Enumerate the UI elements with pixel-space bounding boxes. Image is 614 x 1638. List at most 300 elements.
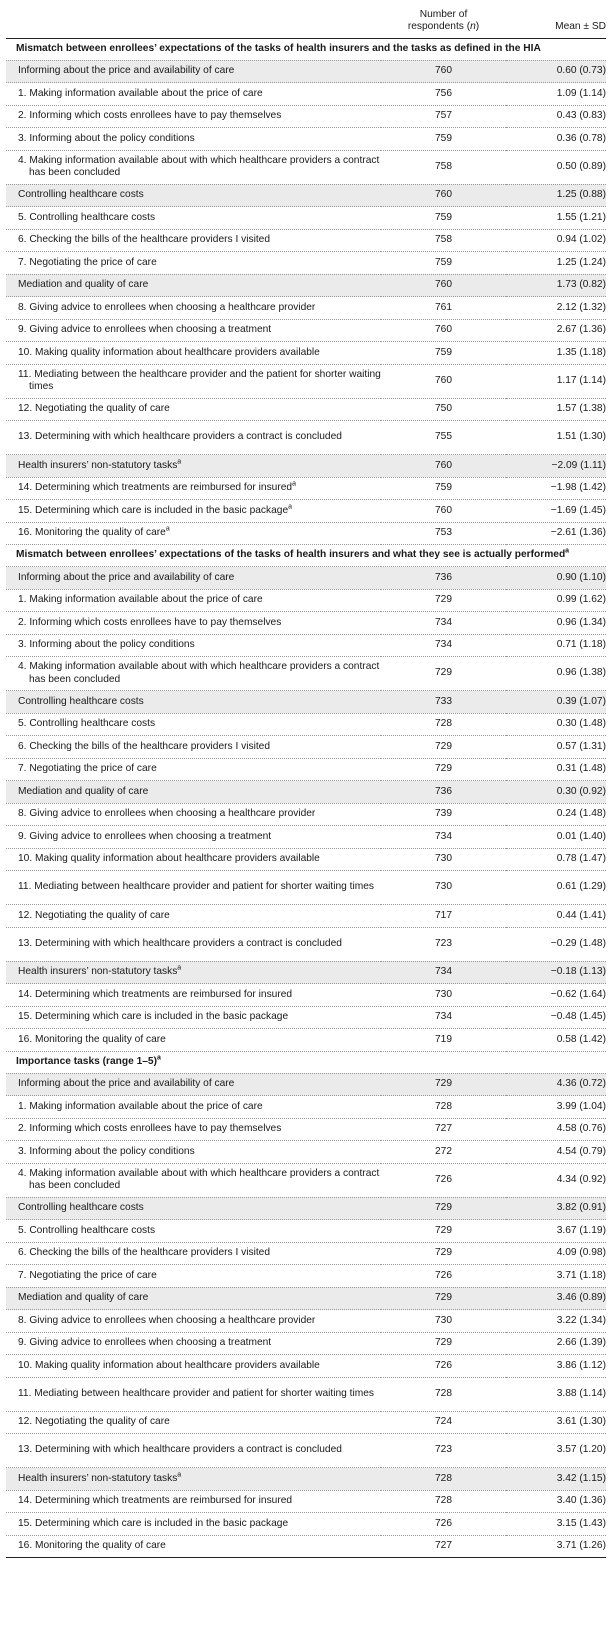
row-label-text bbox=[18, 1247, 270, 1258]
table-row bbox=[6, 1242, 606, 1265]
row-label bbox=[6, 871, 381, 905]
respondents-count: 717 bbox=[381, 905, 506, 928]
respondents-count: 729 bbox=[381, 1197, 506, 1220]
row-label bbox=[6, 1118, 381, 1141]
mean-sd-value: 3.67 (1.19) bbox=[506, 1220, 606, 1243]
row-label-value: 9. Giving advice to enrollees when choosing a treatment bbox=[18, 324, 272, 335]
row-label-text bbox=[18, 369, 381, 394]
mean-sd-value: 3.42 (1.15) bbox=[506, 1468, 606, 1491]
table-container bbox=[6, 0, 606, 1558]
row-label-value: 7. Negotiating the price of care bbox=[18, 256, 157, 268]
row-label bbox=[6, 691, 381, 714]
row-label bbox=[6, 252, 381, 275]
row-label-value: 1. Making information available about the price of care bbox=[18, 594, 263, 605]
row-label bbox=[6, 105, 381, 128]
table-row bbox=[6, 1377, 606, 1411]
row-label-text bbox=[18, 1146, 195, 1157]
row-label bbox=[6, 713, 381, 736]
row-label-text bbox=[18, 718, 155, 729]
row-label-value: 4. Making information available about with which healthcare providers a contract has been concluded bbox=[18, 1167, 380, 1191]
row-label bbox=[6, 319, 381, 342]
mean-sd-value: 3.71 (1.18) bbox=[506, 1265, 606, 1288]
row-label-value: 4. Making information available about with which healthcare providers a contract has been concluded bbox=[18, 154, 380, 178]
table-row bbox=[6, 1513, 606, 1536]
row-label-value: Controlling healthcare costs bbox=[18, 695, 144, 707]
row-label-value: 16. Monitoring the quality of care bbox=[18, 1033, 166, 1045]
table-row bbox=[6, 589, 606, 612]
table-row bbox=[6, 500, 606, 523]
footnote-marker: a bbox=[565, 547, 570, 555]
respondents-count: 760 bbox=[381, 60, 506, 83]
respondents-count: 734 bbox=[381, 826, 506, 849]
row-label-value: 8. Giving advice to enrollees when choosing a healthcare provider bbox=[18, 1314, 316, 1326]
respondents-count: 728 bbox=[381, 1468, 506, 1491]
mean-sd-value: 3.22 (1.34) bbox=[506, 1310, 606, 1333]
table-row bbox=[6, 83, 606, 106]
row-label-text bbox=[18, 1101, 263, 1112]
header-label-column bbox=[6, 6, 381, 38]
footnote-marker: a bbox=[165, 525, 170, 533]
respondents-count: 724 bbox=[381, 1411, 506, 1434]
section-title-text: Importance tasks (range 1–5) bbox=[16, 1055, 157, 1067]
mean-sd-value: 4.54 (0.79) bbox=[506, 1141, 606, 1164]
table-row bbox=[6, 477, 606, 500]
header-respondents-line2a: respondents ( bbox=[407, 21, 471, 32]
row-label-value: 10. Making quality information about healthcare providers available bbox=[18, 346, 320, 358]
row-label-text bbox=[18, 989, 292, 1000]
row-label bbox=[6, 1310, 381, 1333]
row-label-text bbox=[18, 1518, 288, 1529]
table-row bbox=[6, 1411, 606, 1434]
row-label-value: 14. Determining which treatments are reimbursed for insured bbox=[18, 482, 293, 493]
row-label bbox=[6, 736, 381, 759]
row-label-text bbox=[18, 1123, 281, 1134]
row-label-text bbox=[18, 527, 170, 538]
mean-sd-value: 3.82 (0.91) bbox=[506, 1197, 606, 1220]
mean-sd-value: 0.24 (1.48) bbox=[506, 803, 606, 826]
row-label bbox=[6, 905, 381, 928]
row-label bbox=[6, 803, 381, 826]
row-label-text bbox=[18, 1540, 166, 1551]
header-respondents-line2b: ) bbox=[475, 21, 480, 32]
mean-sd-value: 0.90 (1.10) bbox=[506, 567, 606, 590]
respondents-count: 729 bbox=[381, 589, 506, 612]
mean-sd-value: 0.99 (1.62) bbox=[506, 589, 606, 612]
respondents-count: 757 bbox=[381, 105, 506, 128]
row-label-text bbox=[18, 661, 381, 686]
row-label bbox=[6, 477, 381, 500]
mean-sd-value: 1.17 (1.14) bbox=[506, 364, 606, 398]
mean-sd-value: 1.09 (1.14) bbox=[506, 83, 606, 106]
header-respondents-line1: Number of bbox=[419, 8, 468, 20]
respondents-count: 728 bbox=[381, 1377, 506, 1411]
respondents-count: 733 bbox=[381, 691, 506, 714]
mean-sd-value: 0.44 (1.41) bbox=[506, 905, 606, 928]
mean-sd-value: 0.31 (1.48) bbox=[506, 758, 606, 781]
row-label bbox=[6, 1006, 381, 1029]
row-label-value: Informing about the price and availability of care bbox=[18, 571, 235, 583]
row-label-text bbox=[18, 1315, 315, 1326]
table-row bbox=[6, 1029, 606, 1052]
row-label-text bbox=[18, 302, 315, 313]
row-label bbox=[6, 297, 381, 320]
footnote-marker: a bbox=[292, 480, 296, 488]
row-label-value: Controlling healthcare costs bbox=[18, 1202, 144, 1213]
row-label-text bbox=[18, 808, 315, 819]
row-label-value: Health insurers’ non-statutory tasks bbox=[18, 1472, 178, 1484]
respondents-count: 728 bbox=[381, 713, 506, 736]
row-label-text bbox=[18, 1034, 166, 1045]
respondents-count: 736 bbox=[381, 781, 506, 804]
footnote-marker: a bbox=[177, 1471, 182, 1479]
row-label bbox=[6, 1265, 381, 1288]
mean-sd-value: 4.36 (0.72) bbox=[506, 1073, 606, 1096]
row-label-value: 7. Negotiating the price of care bbox=[18, 763, 157, 774]
row-label-text bbox=[18, 617, 281, 628]
respondents-count: 726 bbox=[381, 1163, 506, 1197]
respondents-count: 728 bbox=[381, 1490, 506, 1513]
row-label bbox=[6, 60, 381, 83]
row-label-text bbox=[18, 1444, 381, 1457]
respondents-count: 730 bbox=[381, 848, 506, 871]
row-label-value: 11. Mediating between healthcare provider and patient for shorter waiting times bbox=[18, 881, 375, 893]
respondents-count: 719 bbox=[381, 1029, 506, 1052]
header-respondents-n: n bbox=[470, 21, 476, 32]
table-row bbox=[6, 1163, 606, 1197]
row-label-text bbox=[18, 572, 234, 583]
table-row bbox=[6, 364, 606, 398]
respondents-count: 753 bbox=[381, 522, 506, 545]
respondents-count: 736 bbox=[381, 567, 506, 590]
mean-sd-value: 1.73 (0.82) bbox=[506, 274, 606, 297]
row-label-value: 8. Giving advice to enrollees when choosing a healthcare provider bbox=[18, 808, 316, 819]
mean-sd-value: 1.57 (1.38) bbox=[506, 398, 606, 421]
table-row bbox=[6, 826, 606, 849]
mean-sd-value: 4.58 (0.76) bbox=[506, 1118, 606, 1141]
row-label-text bbox=[18, 1078, 234, 1089]
section-title-text: Mismatch between enrollees’ expectations of the tasks of health insurers and the tasks as defined in the HIA bbox=[16, 42, 541, 54]
mean-sd-value: 3.71 (1.26) bbox=[506, 1535, 606, 1558]
respondents-count: 760 bbox=[381, 274, 506, 297]
row-label-text bbox=[18, 234, 270, 245]
row-label-text bbox=[18, 741, 270, 752]
row-label-text bbox=[18, 1473, 181, 1484]
row-label-value: Informing about the price and availability of care bbox=[18, 65, 235, 76]
table-row bbox=[6, 871, 606, 905]
respondents-count: 759 bbox=[381, 128, 506, 151]
row-label bbox=[6, 1163, 381, 1197]
group-row bbox=[6, 184, 606, 207]
mean-sd-value: 0.57 (1.31) bbox=[506, 736, 606, 759]
respondents-count: 760 bbox=[381, 319, 506, 342]
row-label bbox=[6, 1197, 381, 1220]
mean-sd-value: −0.29 (1.48) bbox=[506, 927, 606, 961]
mean-sd-value: 0.61 (1.29) bbox=[506, 871, 606, 905]
row-label bbox=[6, 567, 381, 590]
row-label-value: Controlling healthcare costs bbox=[18, 189, 144, 200]
row-label-value: 14. Determining which treatments are reimbursed for insured bbox=[18, 988, 293, 1000]
row-label-text bbox=[18, 88, 263, 99]
row-label-text bbox=[18, 324, 271, 335]
row-label-value: 15. Determining which care is included in the basic package bbox=[18, 504, 289, 516]
row-label-value: 10. Making quality information about healthcare providers available bbox=[18, 853, 320, 864]
row-label-text bbox=[18, 853, 320, 864]
respondents-count: 726 bbox=[381, 1355, 506, 1378]
table-row bbox=[6, 1220, 606, 1243]
row-label-text bbox=[18, 460, 181, 471]
mean-sd-value: 1.55 (1.21) bbox=[506, 207, 606, 230]
respondents-count: 730 bbox=[381, 871, 506, 905]
mean-sd-value: 3.46 (0.89) bbox=[506, 1287, 606, 1310]
mean-sd-value: 2.66 (1.39) bbox=[506, 1332, 606, 1355]
table-header bbox=[6, 6, 606, 38]
row-label-value: 7. Negotiating the price of care bbox=[18, 1269, 157, 1281]
table-row bbox=[6, 1535, 606, 1558]
row-label-value: 12. Negotiating the quality of care bbox=[18, 1416, 170, 1427]
row-label bbox=[6, 1490, 381, 1513]
row-label-value: 1. Making information available about the price of care bbox=[18, 87, 263, 99]
group-row bbox=[6, 455, 606, 478]
row-label-text bbox=[18, 1225, 155, 1236]
row-label bbox=[6, 1332, 381, 1355]
row-label bbox=[6, 1029, 381, 1052]
table-row bbox=[6, 1096, 606, 1119]
row-label-value: Mediation and quality of care bbox=[18, 279, 149, 290]
row-label bbox=[6, 589, 381, 612]
row-label-text bbox=[18, 110, 281, 121]
row-label bbox=[6, 758, 381, 781]
row-label bbox=[6, 455, 381, 478]
row-label bbox=[6, 1141, 381, 1164]
section-title bbox=[6, 1051, 606, 1073]
row-label bbox=[6, 781, 381, 804]
respondents-count: 728 bbox=[381, 1096, 506, 1119]
row-label-value: 13. Determining with which healthcare providers a contract is concluded bbox=[18, 431, 342, 443]
respondents-count: 760 bbox=[381, 364, 506, 398]
respondents-count: 759 bbox=[381, 477, 506, 500]
table-row bbox=[6, 1118, 606, 1141]
row-label bbox=[6, 1355, 381, 1378]
footnote-marker: a bbox=[288, 503, 293, 511]
mean-sd-value: −2.61 (1.36) bbox=[506, 522, 606, 545]
section-title bbox=[6, 545, 606, 567]
row-label bbox=[6, 612, 381, 635]
respondents-count: 759 bbox=[381, 342, 506, 365]
row-label-value: Health insurers’ non-statutory tasks bbox=[18, 966, 178, 977]
mean-sd-value: 0.43 (0.83) bbox=[506, 105, 606, 128]
row-label-value: 4. Making information available about with which healthcare providers a contract has been concluded bbox=[18, 661, 380, 685]
table-row bbox=[6, 713, 606, 736]
respondents-count: 723 bbox=[381, 927, 506, 961]
row-label-value: 9. Giving advice to enrollees when choosing a treatment bbox=[18, 830, 272, 842]
row-label bbox=[6, 421, 381, 455]
row-label-value: 10. Making quality information about healthcare providers available bbox=[18, 1359, 320, 1371]
row-label-text bbox=[18, 910, 170, 921]
respondents-count: 729 bbox=[381, 736, 506, 759]
row-label-text bbox=[18, 403, 170, 414]
row-label bbox=[6, 1220, 381, 1243]
row-label bbox=[6, 1468, 381, 1491]
respondents-count: 759 bbox=[381, 207, 506, 230]
mean-sd-value: 3.61 (1.30) bbox=[506, 1411, 606, 1434]
footnote-marker: a bbox=[177, 964, 182, 972]
respondents-count: 760 bbox=[381, 500, 506, 523]
mean-sd-value: 0.36 (0.78) bbox=[506, 128, 606, 151]
row-label-value: 16. Monitoring the quality of care bbox=[18, 1540, 166, 1551]
row-label-value: 2. Informing which costs enrollees have to pay themselves bbox=[18, 1123, 282, 1134]
mean-sd-value: 0.39 (1.07) bbox=[506, 691, 606, 714]
respondents-count: 739 bbox=[381, 803, 506, 826]
respondents-count: 758 bbox=[381, 229, 506, 252]
row-label-text bbox=[18, 1011, 288, 1022]
respondents-count: 726 bbox=[381, 1513, 506, 1536]
row-label-value: 12. Negotiating the quality of care bbox=[18, 403, 170, 414]
row-label bbox=[6, 522, 381, 545]
row-label bbox=[6, 128, 381, 151]
mean-sd-value: 1.25 (1.24) bbox=[506, 252, 606, 275]
respondents-count: 760 bbox=[381, 184, 506, 207]
row-label-text bbox=[18, 938, 381, 951]
table-row bbox=[6, 229, 606, 252]
row-label-value: 3. Informing about the policy conditions bbox=[18, 639, 195, 650]
mean-sd-value: 0.01 (1.40) bbox=[506, 826, 606, 849]
row-label-text bbox=[18, 1495, 292, 1506]
row-label-text bbox=[18, 1388, 381, 1401]
row-label bbox=[6, 364, 381, 398]
row-label-value: 6. Checking the bills of the healthcare providers I visited bbox=[18, 740, 270, 752]
respondents-count: 756 bbox=[381, 83, 506, 106]
row-label bbox=[6, 184, 381, 207]
group-row bbox=[6, 1287, 606, 1310]
table-row bbox=[6, 1490, 606, 1513]
mean-sd-value: 1.51 (1.30) bbox=[506, 421, 606, 455]
row-label-text bbox=[18, 1337, 271, 1348]
row-label bbox=[6, 1242, 381, 1265]
table-row bbox=[6, 848, 606, 871]
respondents-count: 734 bbox=[381, 1006, 506, 1029]
respondents-count: 759 bbox=[381, 252, 506, 275]
mean-sd-value: 0.94 (1.02) bbox=[506, 229, 606, 252]
table-row bbox=[6, 984, 606, 1007]
header-respondents bbox=[381, 6, 506, 38]
respondents-count: 755 bbox=[381, 421, 506, 455]
row-label-value: 9. Giving advice to enrollees when choosing a treatment bbox=[18, 1337, 272, 1348]
row-label-value: Mediation and quality of care bbox=[18, 785, 149, 797]
mean-sd-value: 0.58 (1.42) bbox=[506, 1029, 606, 1052]
mean-sd-value: −0.18 (1.13) bbox=[506, 961, 606, 984]
row-label bbox=[6, 1411, 381, 1434]
respondents-count: 730 bbox=[381, 984, 506, 1007]
row-label-text bbox=[18, 155, 381, 180]
group-row bbox=[6, 1197, 606, 1220]
row-label-text bbox=[18, 763, 157, 774]
section-header-row bbox=[6, 545, 606, 567]
row-label-text bbox=[18, 279, 148, 290]
mean-sd-value: 1.25 (0.88) bbox=[506, 184, 606, 207]
respondents-count: 758 bbox=[381, 150, 506, 184]
header-row bbox=[6, 6, 606, 38]
table-row bbox=[6, 1265, 606, 1288]
respondents-count: 726 bbox=[381, 1265, 506, 1288]
row-label-value: 3. Informing about the policy conditions bbox=[18, 1145, 195, 1157]
row-label bbox=[6, 1377, 381, 1411]
header-mean-sd: Mean ± SD bbox=[506, 6, 606, 38]
mean-sd-value: −0.62 (1.64) bbox=[506, 984, 606, 1007]
footnote-marker: a bbox=[177, 458, 182, 466]
respondents-count: 723 bbox=[381, 1434, 506, 1468]
row-label-text bbox=[18, 1416, 170, 1427]
row-label-value: 11. Mediating between the healthcare provider and the patient for shorter waiting times bbox=[18, 368, 381, 392]
table-row bbox=[6, 634, 606, 657]
group-row bbox=[6, 781, 606, 804]
mean-sd-value: 3.15 (1.43) bbox=[506, 1513, 606, 1536]
group-row bbox=[6, 961, 606, 984]
row-label-value: 6. Checking the bills of the healthcare providers I visited bbox=[18, 234, 270, 245]
row-label-text bbox=[18, 65, 234, 76]
mean-sd-value: −0.48 (1.45) bbox=[506, 1006, 606, 1029]
row-label-text bbox=[18, 831, 271, 842]
mean-sd-value: 0.30 (0.92) bbox=[506, 781, 606, 804]
row-label-text bbox=[18, 431, 381, 444]
row-label-text bbox=[18, 212, 155, 223]
row-label-value: 2. Informing which costs enrollees have to pay themselves bbox=[18, 616, 282, 628]
respondents-count: 729 bbox=[381, 758, 506, 781]
section-header-row bbox=[6, 1051, 606, 1073]
footnote-marker: a bbox=[156, 1054, 161, 1062]
mean-sd-value: 2.67 (1.36) bbox=[506, 319, 606, 342]
row-label-value: Mediation and quality of care bbox=[18, 1292, 149, 1303]
row-label-value: 5. Controlling healthcare costs bbox=[18, 1224, 156, 1236]
table-row bbox=[6, 612, 606, 635]
row-label bbox=[6, 826, 381, 849]
table-body bbox=[6, 38, 606, 1558]
row-label-text bbox=[18, 505, 292, 516]
mean-sd-value: 3.99 (1.04) bbox=[506, 1096, 606, 1119]
row-label-text bbox=[18, 189, 144, 200]
mean-sd-value: −2.09 (1.11) bbox=[506, 455, 606, 478]
respondents-count: 729 bbox=[381, 1242, 506, 1265]
group-row bbox=[6, 691, 606, 714]
row-label-text bbox=[18, 1292, 148, 1303]
table-row bbox=[6, 803, 606, 826]
row-label-text bbox=[18, 482, 296, 493]
mean-sd-value: 3.86 (1.12) bbox=[506, 1355, 606, 1378]
respondents-count: 729 bbox=[381, 1287, 506, 1310]
row-label-value: 5. Controlling healthcare costs bbox=[18, 718, 156, 729]
table-row bbox=[6, 319, 606, 342]
respondents-count: 750 bbox=[381, 398, 506, 421]
respondents-count: 272 bbox=[381, 1141, 506, 1164]
row-label-value: 13. Determining with which healthcare providers a contract is concluded bbox=[18, 937, 342, 949]
mean-sd-value: 4.09 (0.98) bbox=[506, 1242, 606, 1265]
mean-sd-value: 0.60 (0.73) bbox=[506, 60, 606, 83]
mean-sd-value: 0.96 (1.38) bbox=[506, 657, 606, 691]
row-label-value: 6. Checking the bills of the healthcare providers I visited bbox=[18, 1247, 270, 1258]
row-label bbox=[6, 634, 381, 657]
row-label-value: 1. Making information available about the price of care bbox=[18, 1100, 263, 1112]
row-label bbox=[6, 150, 381, 184]
mean-sd-value: 1.35 (1.18) bbox=[506, 342, 606, 365]
section-title-text: Mismatch between enrollees’ expectations of the tasks of health insurers and what they see is actually performed bbox=[16, 549, 566, 560]
row-label bbox=[6, 1513, 381, 1536]
mean-sd-value: 3.57 (1.20) bbox=[506, 1434, 606, 1468]
mean-sd-value: −1.69 (1.45) bbox=[506, 500, 606, 523]
row-label-text bbox=[18, 257, 157, 268]
table-row bbox=[6, 1355, 606, 1378]
table-row bbox=[6, 522, 606, 545]
mean-sd-value: 2.12 (1.32) bbox=[506, 297, 606, 320]
section-header-row bbox=[6, 38, 606, 60]
